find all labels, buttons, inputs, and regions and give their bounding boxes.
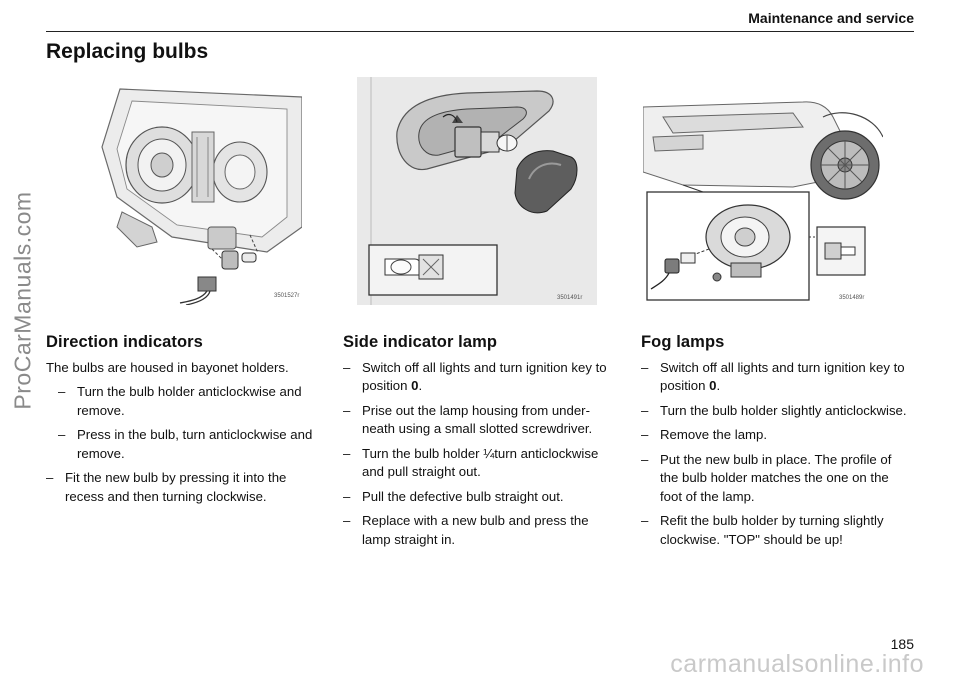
list-item: – Switch off all lights and turn ignition key to position 0. [641, 359, 905, 393]
list-item: – Prise out the lamp housing from under-neath using a small slotted screwdriver. [343, 402, 593, 436]
page-title: Replacing bulbs [46, 40, 209, 63]
list-item: – Remove the lamp. [641, 426, 911, 445]
list-item: – Turn the bulb holder anticlockwise and remove. [58, 384, 302, 418]
section-heading: Direction indicators [46, 333, 203, 351]
page-number: 185 [890, 636, 914, 652]
list-marker: – [641, 359, 649, 375]
list-item: – Refit the bulb holder by turning slightly clockwise. "TOP" should be up! [641, 513, 884, 547]
list-marker: – [343, 402, 351, 418]
header-rule [46, 31, 914, 32]
list-marker: – [641, 402, 649, 418]
list-marker: – [641, 451, 649, 467]
intro-text: The bulbs are housed in bayonet holders. [46, 359, 289, 375]
section-title: Maintenance and service [748, 10, 914, 26]
list-marker: – [343, 359, 351, 375]
instruction-list [343, 359, 613, 550]
instruction-list [46, 383, 316, 506]
list-marker: – [641, 513, 649, 528]
list-marker: – [343, 445, 351, 461]
illustration-code: 3501527r [274, 293, 300, 299]
list-marker: – [46, 470, 54, 485]
list-marker: – [641, 427, 649, 442]
list-item: – Switch off all lights and turn ignition key to position 0. [343, 359, 607, 393]
section-heading: Side indicator lamp [343, 333, 498, 351]
list-item: – Turn the bulb holder slightly anticlockwise. [641, 402, 911, 421]
direction-indicators-section [46, 333, 316, 512]
illustration-code: 3501491r [557, 295, 583, 301]
watermark-bottom: carmanualsonline.info [670, 650, 924, 678]
section-heading: Fog lamps [641, 333, 725, 351]
list-item: – Press in the bulb, turn anticlockwise and remove. [58, 427, 313, 461]
direction-indicator-illustration [62, 77, 302, 305]
illustration-code: 3501489r [839, 295, 865, 301]
fog-lamp-illustration [643, 77, 883, 305]
list-item: – Replace with a new bulb and press the lamp straight in. [343, 513, 589, 547]
list-item: – Pull the defective bulb straight out. [343, 488, 613, 507]
list-item: – Fit the new bulb by pressing it into the recess and then turning clockwise. [46, 470, 287, 504]
fog-lamps-section [641, 333, 911, 555]
list-marker: – [58, 384, 66, 399]
list-marker: – [58, 427, 66, 442]
list-marker: – [343, 488, 351, 504]
watermark-side: ProCarManuals.com [9, 190, 36, 410]
instruction-list [641, 359, 911, 550]
list-item: – Turn the bulb holder ¼turn anticlockwise and pull straight out. [343, 445, 599, 479]
list-marker: – [343, 513, 351, 528]
list-item: – Put the new bulb in place. The profile of the bulb holder matches the one on the foot of the lamp. [641, 451, 892, 504]
side-indicator-section [343, 333, 613, 555]
side-indicator-illustration [357, 77, 597, 305]
